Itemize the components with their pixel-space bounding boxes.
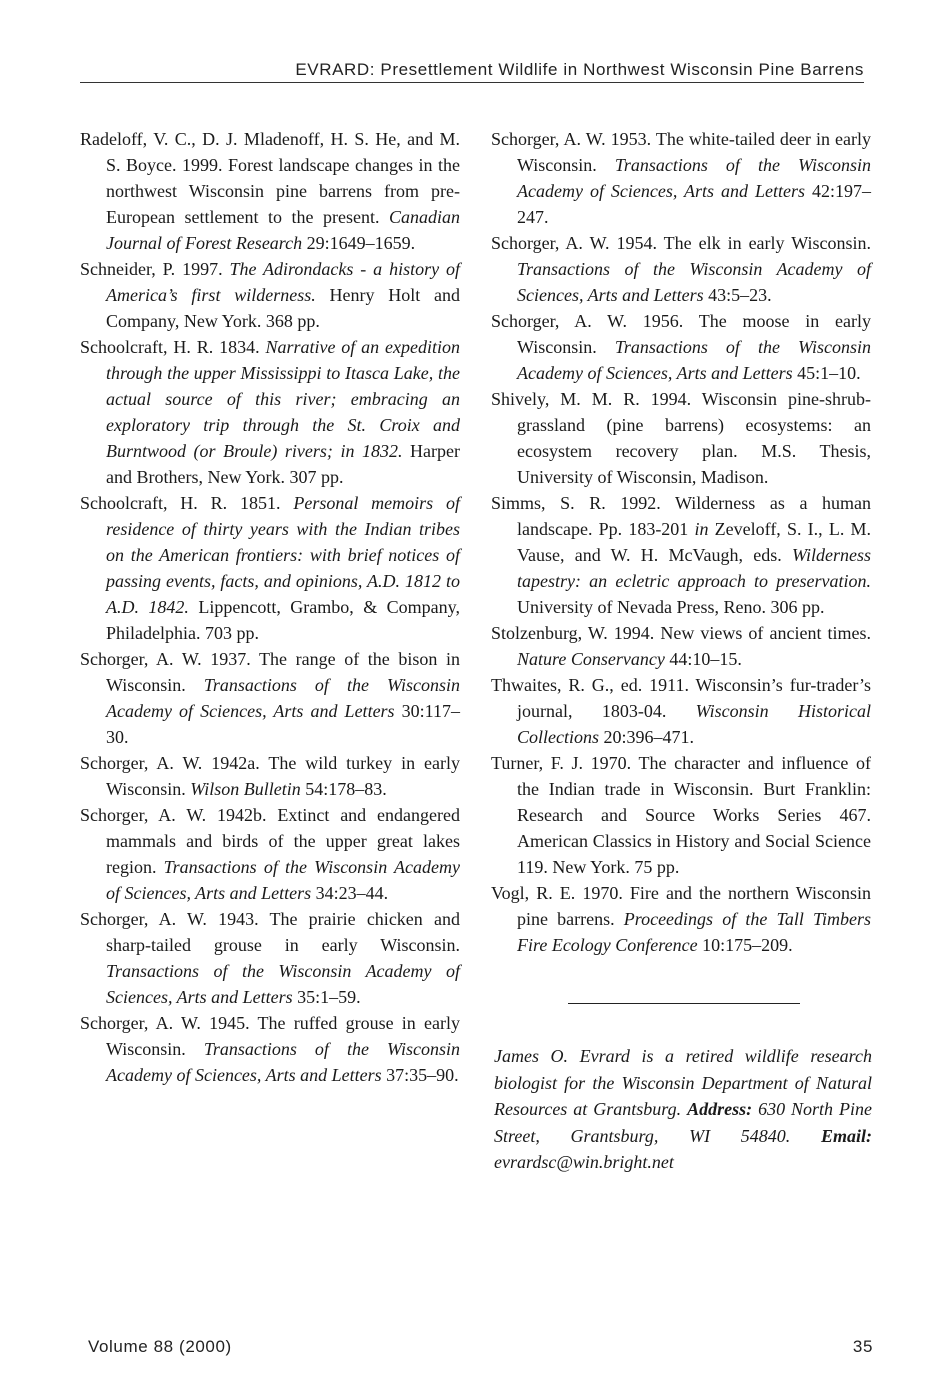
reference-entry: Turner, F. J. 1970. The character and influence of the Indian trade in Wisconsin. Burt Franklin: Research and Source Works Series 467. American Classics in History and Social Science 119. New York. 75 pp. [491, 753, 871, 877]
address-label: Address: [687, 1099, 753, 1119]
reference-entry: Schorger, A. W. 1942b. Extinct and endangered mammals and birds of the upper great lakes region. Transactions of the Wisconsin Academy of Sciences, Arts and Letters 34:23–44. [80, 805, 460, 903]
reference-entry: Schorger, A. W. 1937. The range of the bison in Wisconsin. Transactions of the Wisconsin Academy of Sciences, Arts and Letters 30:117–30. [80, 649, 461, 747]
reference-entry: Shively, M. M. R. 1994. Wisconsin pine-shrub-grassland (pine barrens) ecosystems: an ecosystem recovery plan. M.S. Thesis, University of Wisconsin, Madison. [491, 389, 871, 487]
reference-entry: Schorger, A. W. 1956. The moose in early Wisconsin. Transactions of the Wisconsin Academy of Sciences, Arts and Letters 45:1–10. [491, 311, 871, 383]
reference-entry: Schorger, A. W. 1943. The prairie chicken and sharp-tailed grouse in early Wisconsin. Transactions of the Wisconsin Academy of Sciences, Arts and Letters 35:1–59. [80, 909, 460, 1007]
reference-entry: Schorger, A. W. 1953. The white-tailed deer in early Wisconsin. Transactions of the Wisconsin Academy of Sciences, Arts and Letters 42:197–247. [491, 129, 871, 227]
reference-entry: Schorger, A. W. 1945. The ruffed grouse in early Wisconsin. Transactions of the Wisconsin Academy of Sciences, Arts and Letters 37:35–90. [80, 1013, 460, 1085]
volume-footer: Volume 88 (2000) [88, 1337, 232, 1356]
references-right-column [491, 126, 871, 958]
reference-entry: Radeloff, V. C., D. J. Mladenoff, H. S. He, and M. S. Boyce. 1999. Forest landscape changes in the northwest Wisconsin pine barrens from pre-European settlement to the present. Canadian Journal of Forest Research 29:1649–1659. [80, 129, 460, 253]
email-label: Email: [820, 1125, 872, 1146]
reference-entry: Simms, S. R. 1992. Wilderness as a human landscape. Pp. 183-201 in Zeveloff, S. I., L. M. Vause, and W. H. McVaugh, eds. Wilderness tapestry: an ecletric approach to preservation. University of Nevada Press, Reno. 306 pp. [491, 493, 871, 617]
reference-entry: Schoolcraft, H. R. 1851. Personal memoirs of residence of thirty years with the Indian tribes on the American frontiers: with brief notices of passing events, facts, and opinions, A.D. 1812 to A.D. 1842. Lippencott, Grambo, & Company, Philadelphia. 703 pp. [80, 493, 460, 643]
header-rule [80, 82, 864, 83]
section-divider [568, 1003, 800, 1004]
reference-entry: Schorger, A. W. 1954. The elk in early Wisconsin. Transactions of the Wisconsin Academy of Sciences, Arts and Letters 43:5–23. [491, 233, 871, 305]
running-head: EVRARD: Presettlement Wildlife in Northwest Wisconsin Pine Barrens [295, 60, 864, 79]
reference-entry: Thwaites, R. G., ed. 1911. Wisconsin’s fur-trader’s journal, 1803-04. Wisconsin Historical Collections 20:396–471. [491, 675, 871, 747]
reference-entry: Schoolcraft, H. R. 1834. Narrative of an expedition through the upper Mississippi to Itasca Lake, the actual source of this river; embracing an exploratory trip through the St. Croix and Burntwood (or Broule) rivers; in 1832. Harper and Brothers, New York. 307 pp. [80, 337, 461, 487]
reference-entry: Schorger, A. W. 1942a. The wild turkey in early Wisconsin. Wilson Bulletin 54:178–83. [80, 753, 460, 799]
reference-entry: Stolzenburg, W. 1994. New views of ancient times. Nature Conservancy 44:10–15. [491, 623, 871, 669]
references-left-column [80, 126, 460, 1088]
author-email: evrardsc@win.bright.net [494, 1152, 674, 1172]
reference-entry: Schneider, P. 1997. The Adirondacks - a history of America’s first wilderness. Henry Holt and Company, New York. 368 pp. [80, 259, 460, 331]
reference-entry: Vogl, R. E. 1970. Fire and the northern Wisconsin pine barrens. Proceedings of the Tall Timbers Fire Ecology Conference 10:175–209. [491, 883, 871, 955]
page-number: 35 [852, 1337, 873, 1356]
author-bio: James O. Evrard is a retired wildlife research biologist for the Wisconsin Department of Natural Resources at Grantsburg. Address: 630 North Pine Street, Grantsburg, WI 54840. Email: evrardsc@win.bright.net [494, 1046, 872, 1172]
